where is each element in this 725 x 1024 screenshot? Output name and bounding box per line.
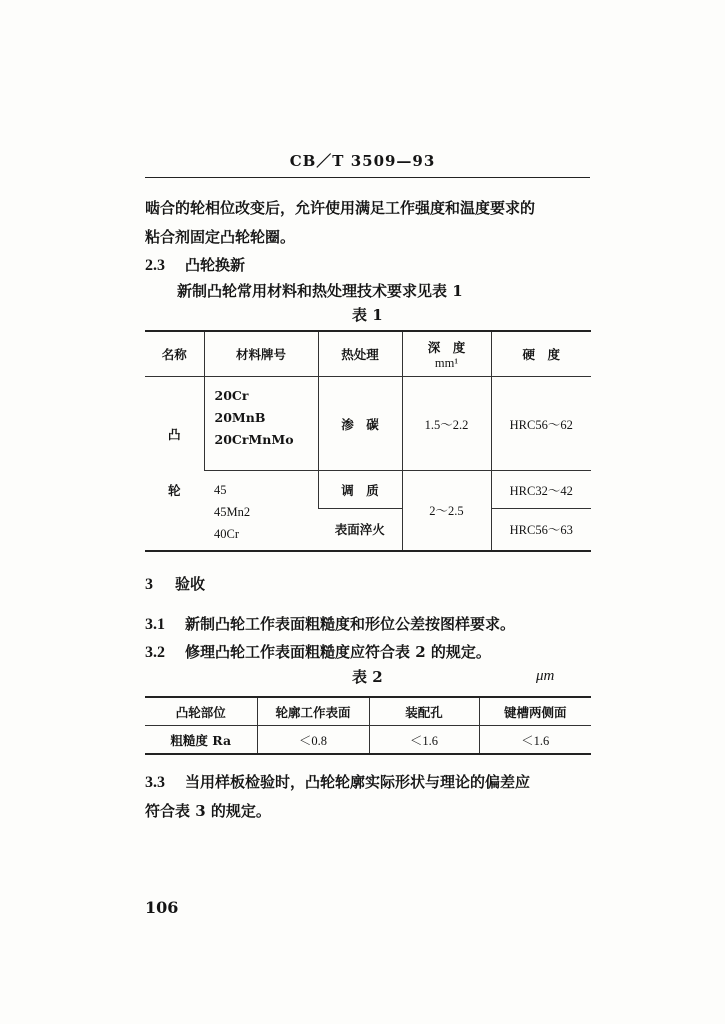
cell-treatment-carburize: 渗 碳 [318, 377, 402, 471]
section-number: 2.3 [145, 257, 165, 274]
header-material: 材料牌号 [204, 331, 318, 377]
material-20crmnmo: 20CrMnMo [214, 432, 294, 447]
section-text: 修理凸轮工作表面粗糙度应符合表 2 的规定。 [185, 643, 491, 661]
section-title: 验收 [175, 575, 206, 593]
material-20mnb: 20MnB [214, 410, 266, 425]
cell-treatment-quench-temper: 调 质 [318, 471, 402, 509]
table1-caption: 表 1 [352, 306, 383, 324]
table2-unit: μm [536, 668, 555, 684]
cell-depth-group2: 2～2.5 [402, 471, 491, 551]
name-char-2: 轮 [167, 483, 181, 499]
cell-hardness-group2a: HRC32～42 [491, 471, 591, 509]
section-2-3-heading [145, 251, 595, 280]
cell-materials-group2 [204, 471, 318, 551]
section-number: 3.1 [145, 616, 165, 633]
section-title: 凸轮换新 [185, 256, 246, 274]
section-text: 新制凸轮工作表面粗糙度和形位公差按图样要求。 [185, 615, 516, 633]
section-3-1 [145, 610, 595, 639]
intro-line-2: 粘合剂固定凸轮轮圈。 [145, 228, 296, 246]
header-hardness: 硬 度 [491, 331, 591, 377]
cell-hardness-group2b: HRC56～63 [491, 509, 591, 551]
header-rule [145, 177, 590, 178]
cell-roughness-label: 粗糙度 Ra [170, 732, 232, 748]
header-assembly-hole: 装配孔 [369, 697, 479, 726]
header-depth [402, 331, 491, 377]
section-number: 3.2 [145, 644, 165, 661]
section-number: 3.3 [145, 774, 165, 791]
header-keyway-sides: 键槽两侧面 [479, 697, 591, 726]
material-40cr: 40Cr [214, 527, 239, 541]
cell-keyway-value: ＜1.6 [479, 726, 591, 755]
table-header-row [145, 331, 591, 377]
material-20cr: 20Cr [214, 388, 249, 403]
section-text-line-1: 当用样板检验时，凸轮轮廓实际形状与理论的偏差应 [185, 773, 531, 791]
page-header: CB／T 3509—93 [289, 152, 436, 170]
cell-hole-value: ＜1.6 [369, 726, 479, 755]
section-3-3 [145, 768, 595, 826]
table-row [145, 471, 591, 509]
intro-line-1: 啮合的轮相位改变后，允许使用满足工作强度和温度要求的 [145, 199, 536, 217]
header-name: 名称 [145, 331, 204, 377]
page-number: 106 [145, 898, 179, 917]
section-number: 3 [145, 576, 153, 593]
intro-paragraph [145, 194, 595, 252]
cell-profile-value: ＜0.8 [257, 726, 369, 755]
header-depth-unit: mm¹ [434, 355, 459, 370]
cell-hardness-group1: HRC56～62 [491, 377, 591, 471]
header-cam-part: 凸轮部位 [145, 697, 257, 726]
header-profile-surface: 轮廓工作表面 [257, 697, 369, 726]
cell-treatment-surface-harden: 表面淬火 [334, 522, 385, 538]
table-header-row [145, 697, 591, 726]
table2-caption: 表 2 [352, 668, 383, 686]
table-2 [145, 696, 591, 755]
header-depth-label: 深 度 [427, 339, 466, 355]
cell-name [145, 377, 204, 551]
section-3-heading [145, 570, 595, 599]
cell-materials-group1 [204, 377, 318, 471]
section-text-line-2: 符合表 3 的规定。 [145, 802, 271, 820]
section-2-3-text: 新制凸轮常用材料和热处理技术要求见表 1 [177, 282, 463, 300]
name-char-1: 凸 [167, 427, 181, 443]
cell-depth-group1: 1.5～2.2 [402, 377, 491, 471]
section-3-2 [145, 638, 595, 667]
material-45mn2: 45Mn2 [214, 505, 251, 519]
material-45: 45 [214, 483, 227, 497]
header-treatment: 热处理 [318, 331, 402, 377]
table-row [145, 726, 591, 755]
table-1 [145, 330, 591, 552]
table-row [145, 377, 591, 471]
